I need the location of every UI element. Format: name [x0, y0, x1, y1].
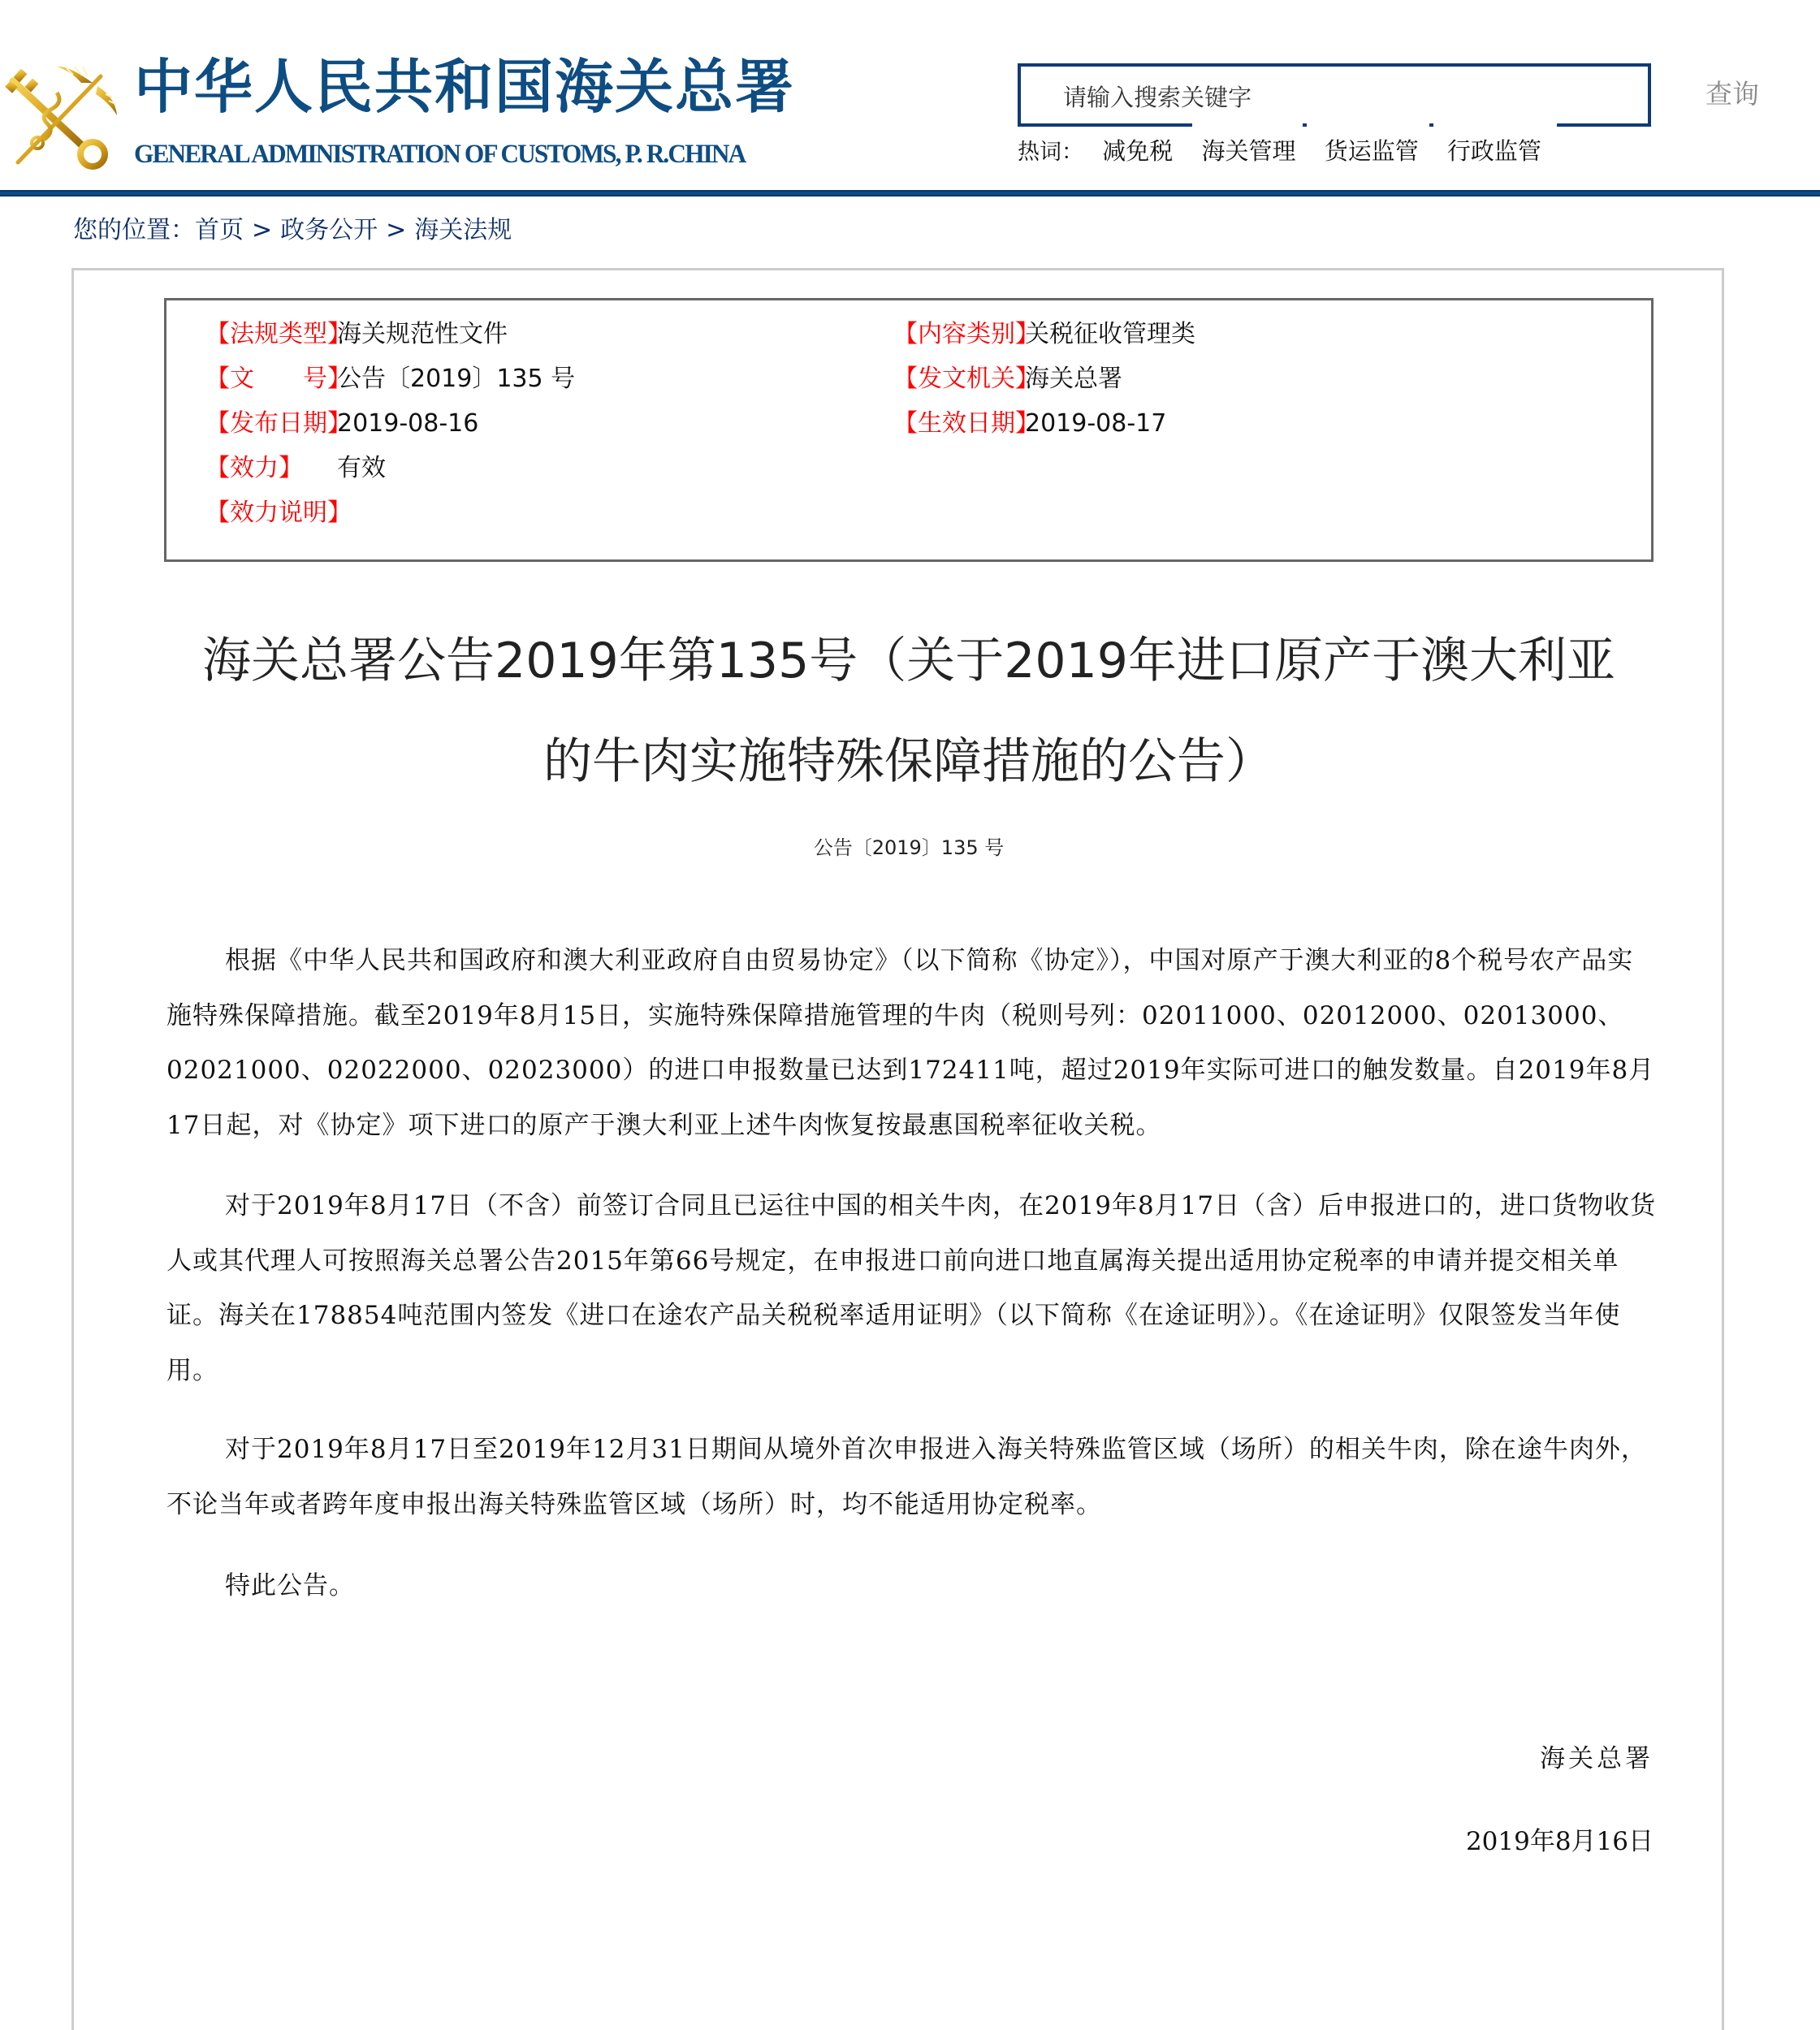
hotwords [1018, 135, 1563, 169]
info-label: 【发布日期】 [205, 409, 352, 438]
signature-date: 2019年8月16日 [1465, 1827, 1654, 1856]
search-input[interactable] [1061, 76, 1617, 119]
info-value: 海关总署 [1025, 365, 1122, 393]
signature-authority: 海关总署 [1540, 1744, 1654, 1773]
info-value: 关税征收管理类 [1025, 320, 1195, 348]
info-label: 【法规类型】 [205, 320, 352, 348]
document-number: 公告〔2019〕135 号 [813, 836, 1005, 859]
hotwords-label: 热词： [1018, 140, 1083, 165]
article-title-line: 海关总署公告2019年第135号（关于2019年进口原产于澳大利亚 [202, 633, 1615, 689]
info-label: 【效力】 [205, 454, 303, 482]
breadcrumb-separator: > [386, 216, 407, 244]
info-value: 海关规范性文件 [337, 320, 508, 348]
search-box-border [1018, 123, 1192, 127]
site-title-chinese[interactable]: 中华人民共和国海关总署 [134, 52, 796, 121]
breadcrumb-gov-affairs[interactable]: 政务公开 [280, 216, 378, 244]
search-box-border [1303, 123, 1307, 127]
article-body [166, 1423, 1657, 1532]
site-header [0, 0, 1820, 198]
search-box-border [1429, 123, 1433, 127]
search-box [1018, 63, 1651, 127]
info-regulation-type [205, 317, 508, 352]
info-value: 2019-08-16 [337, 409, 479, 438]
article-body [166, 1179, 1657, 1398]
customs-emblem-icon[interactable] [2, 58, 122, 172]
article-paragraph: 对于2019年8月17日至2019年12月31日期间从境外首次申报进入海关特殊监管区域（场所）的相关牛肉，除在途牛肉外，不论当年或者跨年度申报出海关特殊监管区域（场所）时，均不能适用协定税率。 [166, 1435, 1647, 1519]
breadcrumb-prefix: 您的位置： [73, 216, 195, 244]
article-paragraph: 对于2019年8月17日（不含）前签订合同且已运往中国的相关牛肉，在2019年8月17日（含）后申报进口的，进口货物收货人或其代理人可按照海关总署公告2015年第66号规定，在申报进口前向进口地直属海关提出适用协定税率的申请并提交相关单证。海关在178854吨范围内签发《进口在途农产品关税税率适用证明》（以下简称《在途证明》）。《在途证明》仅限签发当年使用。 [166, 1191, 1657, 1385]
breadcrumb-separator: > [252, 216, 273, 244]
info-label: 【生效日期】 [893, 409, 1040, 438]
breadcrumb-home[interactable]: 首页 [195, 216, 244, 244]
hotword-link[interactable]: 减免税 [1102, 137, 1174, 165]
article-title-line: 的牛肉实施特殊保障措施的公告） [543, 733, 1274, 790]
hotword-link[interactable]: 货运监管 [1324, 137, 1419, 165]
header-divider [0, 190, 1820, 197]
hotword-link[interactable]: 行政监管 [1446, 137, 1541, 165]
hotword-link[interactable]: 海关管理 [1201, 137, 1296, 165]
breadcrumb [73, 213, 512, 248]
info-effective-date [893, 406, 1167, 442]
search-box-border [1557, 123, 1651, 127]
regulation-info-box [164, 298, 1654, 562]
info-value: 公告〔2019〕135 号 [337, 365, 576, 393]
article-paragraph: 根据《中华人民共和国政府和澳大利亚政府自由贸易协定》（以下简称《协定》），中国对原产于澳大利亚的8个税号农产品实施特殊保障措施。截至2019年8月15日，实施特殊保障措施管理的牛肉（税则号列：02011000、02012000、02013000、02021000、02022000、02023000）的进口申报数量已达到172411吨，超过2019年实际可进口的触发数量。自2019年8月17日起，对《协定》项下进口的原产于澳大利亚上述牛肉恢复按最惠国税率征收关税。 [166, 946, 1655, 1140]
info-label: 【内容类别】 [893, 320, 1040, 348]
info-validity-note [205, 495, 352, 531]
info-issuing-authority [893, 361, 1122, 397]
info-label: 【文 号】 [205, 365, 352, 393]
info-value: 2019-08-17 [1025, 409, 1167, 438]
info-document-number [205, 361, 576, 397]
info-value: 有效 [337, 454, 386, 482]
site-title-english[interactable]: GENERAL ADMINISTRATION OF CUSTOMS, P. R.CHINA [134, 140, 746, 169]
article-body [166, 934, 1657, 1153]
info-validity [205, 451, 386, 486]
info-label: 【效力说明】 [205, 499, 352, 527]
info-label: 【发文机关】 [893, 365, 1040, 393]
breadcrumb-customs-regulations[interactable]: 海关法规 [414, 216, 512, 244]
article-title [164, 611, 1654, 812]
search-button[interactable]: 查询 [1705, 78, 1759, 110]
article-body [166, 1559, 1657, 1614]
info-content-category [893, 317, 1195, 352]
article-paragraph: 特此公告。 [225, 1571, 355, 1600]
info-publish-date [205, 406, 479, 442]
